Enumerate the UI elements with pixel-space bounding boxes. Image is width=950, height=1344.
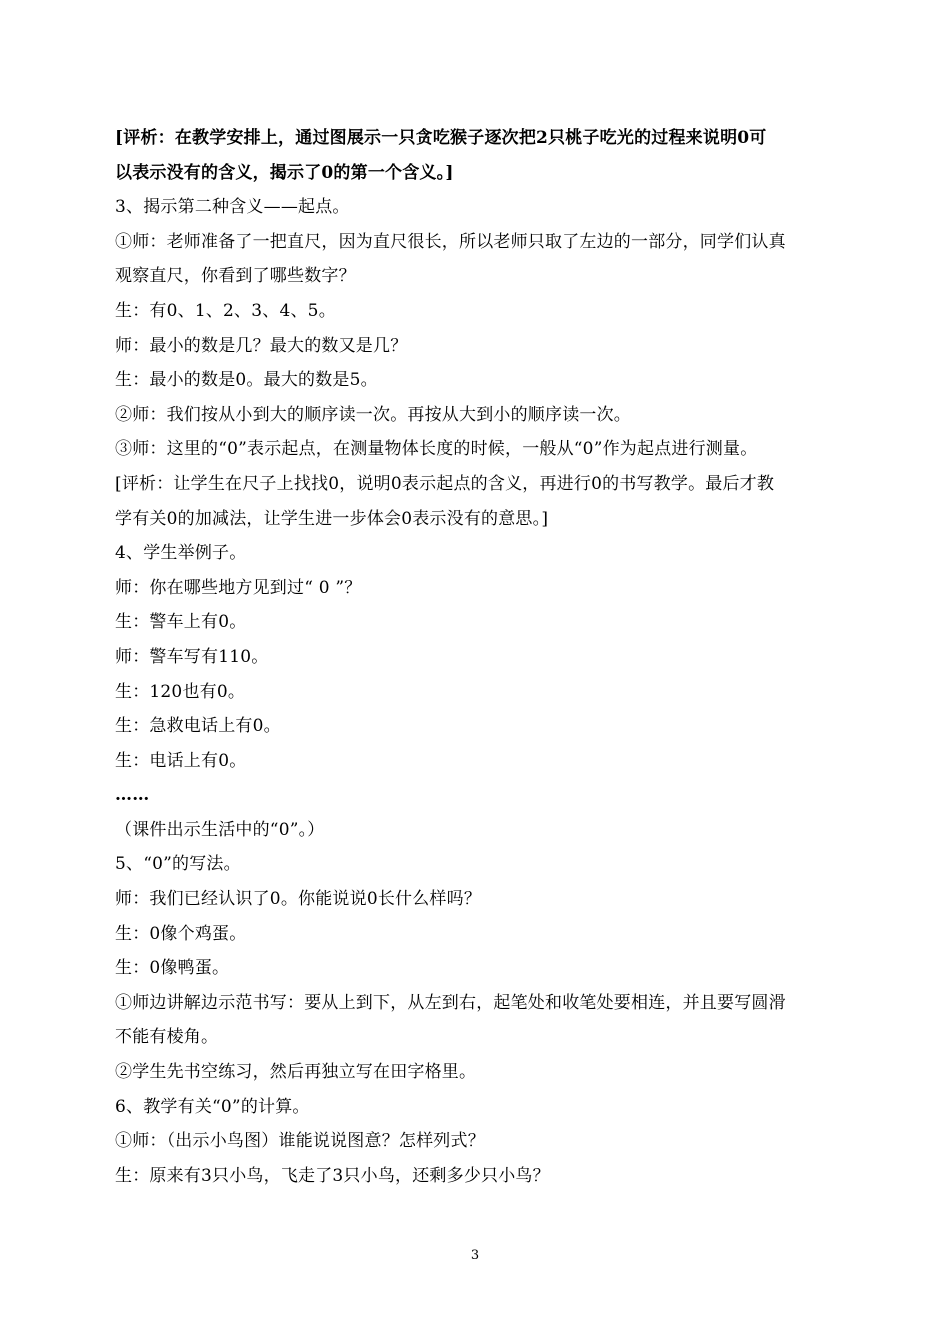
commentary-line-4: 学有关0的加减法，让学生进一步体会0表示没有的意思。] [115, 508, 549, 529]
text-line: ②师：我们按从小到大的顺序读一次。再按从大到小的顺序读一次。 [115, 404, 631, 425]
text-line: 生：最小的数是0。最大的数是5。 [115, 370, 378, 391]
text-line: ①师：老师准备了一把直尺，因为直尺很长，所以老师只取了左边的一部分，同学们认真 [115, 231, 786, 252]
commentary-line-1: [评析：在教学安排上，通过图展示一只贪吃猴子逐次把2只桃子吃光的过程来说明0可 [115, 128, 767, 148]
page-number: 3 [470, 1248, 480, 1263]
text-line: 观察直尺，你看到了哪些数字？ [115, 266, 356, 287]
section-heading-5: 5、“0”的写法。 [115, 854, 241, 875]
commentary-line-3: [评析：让学生在尺子上找找0，说明0表示起点的含义，再进行0的书写教学。最后才教 [115, 473, 775, 494]
text-line: （课件出示生活中的“0”。） [115, 819, 325, 840]
text-line: 不能有棱角。 [115, 1027, 219, 1048]
text-line: 生：原来有3只小鸟，飞走了3只小鸟，还剩多少只小鸟？ [115, 1165, 550, 1186]
text-line: 生：警车上有0。 [115, 612, 247, 633]
ellipsis-line: …… [115, 785, 150, 806]
text-line: ③师：这里的“0”表示起点，在测量物体长度的时候，一般从“0”作为起点进行测量。 [115, 439, 758, 460]
text-line: 生：急救电话上有0。 [115, 716, 281, 737]
text-line: 师：警车写有110。 [115, 646, 269, 667]
text-line: 生：电话上有0。 [115, 750, 247, 771]
text-line: 师：最小的数是几？最大的数又是几？ [115, 335, 408, 356]
text-line: ①师：（出示小鸟图）谁能说说图意？怎样列式？ [115, 1131, 485, 1152]
text-line: 生：0像鸭蛋。 [115, 958, 230, 979]
text-line: 生：0像个鸡蛋。 [115, 923, 247, 944]
text-line: 师：你在哪些地方见到过“ 0 ”？ [115, 577, 362, 598]
text-line: 生：有0、1、2、3、4、5。 [115, 300, 336, 321]
text-line: ②学生先书空练习，然后再独立写在田字格里。 [115, 1062, 477, 1083]
text-line: ①师边讲解边示范书写：要从上到下，从左到右，起笔处和收笔处要相连，并且要写圆滑 [115, 992, 786, 1013]
text-line: 师：我们已经认识了0。你能说说0长什么样吗？ [115, 889, 482, 910]
commentary-line-2: 以表示没有的含义，揭示了0的第一个含义。] [115, 162, 454, 183]
section-heading-6: 6、教学有关“0”的计算。 [115, 1096, 310, 1117]
document-body [115, 121, 840, 1193]
section-heading-3: 3、揭示第二种含义——起点。 [115, 197, 350, 218]
text-line: 生：120也有0。 [115, 681, 246, 702]
section-heading-4: 4、学生举例子。 [115, 543, 247, 564]
